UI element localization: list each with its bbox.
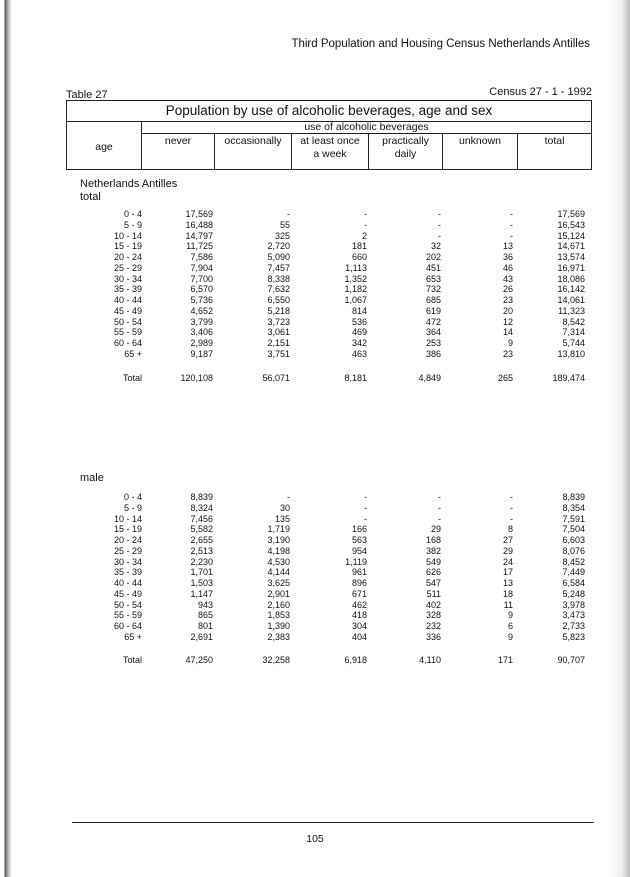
cell-occasionally: 1,390 [267, 621, 290, 631]
cell-age: 10 - 14 [113, 230, 142, 241]
cell-never: 7,586 [190, 252, 213, 262]
cell-daily: 202 [425, 252, 441, 262]
cell-total: 8,452 [562, 556, 585, 567]
cell-total: 5,248 [562, 588, 585, 599]
cell-occasionally: 3,751 [267, 348, 290, 359]
cell-age: 45 - 49 [113, 588, 142, 599]
cell-daily: 32 [430, 241, 441, 252]
cell-weekly: 563 [351, 535, 367, 545]
cell-weekly: - [364, 219, 367, 230]
cell-never: 2,655 [190, 535, 213, 545]
cell-daily: 364 [425, 327, 441, 338]
cell-occasionally: 3,625 [267, 578, 290, 588]
census-date: Census 27 - 1 - 1992 [489, 86, 592, 98]
cell-age: 35 - 39 [113, 567, 142, 578]
cell-age: 35 - 39 [113, 284, 142, 295]
cell-never: 4,652 [190, 305, 213, 316]
cell-unknown: 9 [507, 610, 513, 621]
cell-unknown: 27 [502, 535, 513, 545]
cell-total: 5,744 [562, 338, 585, 348]
region-label: Netherlands Antilles [80, 178, 178, 190]
cell-never: 1,701 [190, 567, 213, 578]
cell-total: 6,603 [562, 535, 585, 545]
cell-daily: 732 [425, 284, 441, 295]
cell-occasionally: 56,071 [262, 373, 290, 383]
column-header-weekly: at least once a week [291, 133, 368, 169]
cell-never: 943 [197, 599, 213, 610]
cell-never: 865 [197, 610, 213, 621]
cell-occasionally: 2,901 [267, 588, 290, 599]
cell-total: 17,569 [557, 209, 585, 219]
cell-unknown: 6 [507, 621, 513, 631]
cell-daily: 653 [425, 273, 441, 284]
cell-daily: 402 [425, 599, 441, 610]
cell-unknown: 24 [502, 556, 513, 567]
cell-age: 55 - 59 [113, 327, 142, 338]
cell-unknown: - [510, 219, 513, 230]
cell-weekly: 181 [351, 241, 367, 252]
cell-unknown: 43 [502, 273, 513, 284]
cell-never: 2,230 [190, 556, 213, 567]
cell-unknown: 36 [502, 252, 513, 262]
cell-occasionally: 2,160 [267, 599, 290, 610]
cell-weekly: 954 [351, 545, 367, 556]
cell-total: 6,584 [562, 578, 585, 588]
cell-age: 20 - 24 [113, 252, 142, 262]
cell-daily: 232 [425, 621, 441, 631]
cell-age: 15 - 19 [113, 241, 142, 252]
cell-never: 17,569 [185, 209, 213, 219]
cell-occasionally: 2,383 [267, 631, 290, 642]
cell-weekly: 814 [351, 305, 367, 316]
scan-edge-left [0, 0, 12, 877]
cell-total: 13,810 [557, 348, 585, 359]
cell-total: 8,542 [562, 316, 585, 327]
cell-weekly: 1,182 [344, 284, 367, 295]
cell-never: 8,839 [190, 492, 213, 502]
cell-daily: 386 [425, 348, 441, 359]
cell-unknown: - [510, 513, 513, 524]
cell-age: 65 + [124, 348, 142, 359]
cell-age: 60 - 64 [113, 338, 142, 348]
cell-daily: 619 [425, 305, 441, 316]
cell-daily: - [438, 492, 441, 502]
cell-age: 30 - 34 [113, 556, 142, 567]
cell-weekly: 404 [351, 631, 367, 642]
table-header [66, 100, 592, 170]
cell-never: 11,725 [186, 241, 213, 252]
cell-total: 3,473 [562, 610, 585, 621]
cell-age: 25 - 29 [113, 262, 142, 273]
cell-unknown: 20 [502, 305, 513, 316]
cell-weekly: 469 [351, 327, 367, 338]
cell-age: 45 - 49 [113, 305, 142, 316]
cell-unknown: 18 [502, 588, 513, 599]
cell-occasionally: 1,853 [267, 610, 290, 621]
cell-occasionally: 4,144 [267, 567, 290, 578]
cell-occasionally: 3,061 [267, 327, 290, 338]
cell-daily: 451 [425, 262, 441, 273]
cell-weekly: 304 [351, 621, 367, 631]
cell-daily: - [438, 513, 441, 524]
cell-never: 3,406 [190, 327, 213, 338]
cell-weekly: 462 [351, 599, 367, 610]
cell-unknown: 265 [497, 373, 513, 383]
cell-unknown: - [510, 230, 513, 241]
cell-never: 3,799 [190, 316, 213, 327]
cell-occasionally: 6,550 [267, 295, 290, 305]
cell-occasionally: 325 [274, 230, 290, 241]
cell-total: 8,354 [562, 502, 585, 513]
cell-total: 5,823 [562, 631, 585, 642]
table-number: Table 27 [66, 89, 108, 101]
cell-total: 16,971 [557, 262, 585, 273]
cell-daily: 4,849 [418, 373, 441, 383]
cell-daily: 511 [426, 588, 441, 599]
cell-never: 5,736 [190, 295, 213, 305]
column-header-age: age [95, 141, 113, 153]
cell-never: 5,582 [190, 524, 213, 535]
cell-never: 7,700 [190, 273, 213, 284]
column-header-occasionally: occasionally [214, 133, 291, 169]
cell-age: 5 - 9 [123, 502, 142, 513]
cell-unknown: - [510, 209, 513, 219]
cell-weekly: 1,352 [344, 273, 367, 284]
cell-never: 16,488 [185, 219, 213, 230]
cell-unknown: 171 [497, 655, 513, 665]
cell-age: 25 - 29 [113, 545, 142, 556]
cell-unknown: 46 [502, 262, 513, 273]
cell-occasionally: 4,530 [267, 556, 290, 567]
cell-total: 189,474 [552, 373, 585, 383]
cell-weekly: - [364, 209, 367, 219]
cell-unknown: - [510, 502, 513, 513]
cell-never: 1,147 [190, 588, 213, 599]
cell-occasionally: 3,723 [267, 316, 290, 327]
cell-daily: 547 [425, 578, 441, 588]
cell-never: 2,513 [190, 545, 213, 556]
cell-daily: 253 [425, 338, 441, 348]
cell-daily: 168 [425, 535, 441, 545]
cell-total: 8,839 [562, 492, 585, 502]
cell-total: 16,142 [557, 284, 585, 295]
cell-occasionally: 30 [279, 502, 290, 513]
page-number: 105 [306, 833, 324, 845]
cell-weekly: 660 [351, 252, 367, 262]
cell-total: 7,504 [562, 524, 585, 535]
cell-occasionally: 5,090 [267, 252, 290, 262]
cell-age: Total [122, 655, 142, 665]
cell-daily: 382 [425, 545, 441, 556]
cell-occasionally: 3,190 [267, 535, 290, 545]
cell-daily: - [438, 230, 441, 241]
cell-age: 0 - 4 [123, 209, 142, 219]
footer-rule [72, 822, 594, 823]
running-head: Third Population and Housing Census Netherlands Antilles [291, 38, 590, 50]
cell-occasionally: 5,218 [267, 305, 290, 316]
cell-age: 50 - 54 [113, 599, 142, 610]
cell-weekly: 6,918 [344, 655, 367, 665]
cell-never: 7,904 [190, 262, 213, 273]
cell-occasionally: 2,151 [267, 338, 290, 348]
cell-age: 30 - 34 [113, 273, 142, 284]
cell-never: 1,503 [190, 578, 213, 588]
cell-total: 14,061 [557, 295, 585, 305]
cell-occasionally: 55 [279, 219, 290, 230]
column-header-daily: practically daily [368, 133, 442, 169]
cell-unknown: 9 [507, 338, 513, 348]
cell-daily: - [438, 502, 441, 513]
cell-occasionally: 4,198 [267, 545, 290, 556]
cell-unknown: 11 [503, 599, 513, 610]
cell-age: 10 - 14 [113, 513, 142, 524]
cell-never: 8,324 [190, 502, 213, 513]
cell-unknown: 13 [502, 241, 513, 252]
cell-age: 15 - 19 [113, 524, 142, 535]
cell-age: 5 - 9 [123, 219, 142, 230]
cell-age: 60 - 64 [113, 621, 142, 631]
cell-unknown: 12 [502, 316, 513, 327]
cell-weekly: 961 [351, 567, 367, 578]
cell-never: 2,691 [190, 631, 213, 642]
cell-total: 7,591 [562, 513, 585, 524]
cell-weekly: 536 [351, 316, 367, 327]
cell-occasionally: 7,632 [267, 284, 290, 295]
scan-edge-right [610, 0, 630, 877]
cell-occasionally: 7,457 [267, 262, 290, 273]
cell-unknown: 23 [502, 348, 513, 359]
section-label-male: male [80, 472, 104, 484]
cell-unknown: 9 [507, 631, 513, 642]
cell-daily: 626 [425, 567, 441, 578]
cell-unknown: 13 [502, 578, 513, 588]
cell-weekly: 896 [351, 578, 367, 588]
cell-occasionally: 135 [274, 513, 290, 524]
cell-total: 2,733 [562, 621, 585, 631]
cell-daily: 685 [425, 295, 441, 305]
cell-total: 7,314 [562, 327, 585, 338]
cell-unknown: 14 [502, 327, 513, 338]
cell-never: 47,250 [185, 655, 213, 665]
cell-occasionally: 1,719 [267, 524, 290, 535]
cell-total: 14,671 [557, 241, 585, 252]
column-header-total: total [517, 133, 591, 169]
cell-age: 50 - 54 [113, 316, 142, 327]
cell-unknown: 17 [502, 567, 513, 578]
cell-weekly: 463 [351, 348, 367, 359]
cell-never: 9,187 [190, 348, 213, 359]
cell-weekly: - [364, 513, 367, 524]
cell-weekly: - [364, 492, 367, 502]
cell-total: 8,076 [562, 545, 585, 556]
cell-never: 6,570 [190, 284, 213, 295]
section-label-total: total [80, 191, 101, 203]
cell-weekly: 2 [361, 230, 367, 241]
cell-age: 40 - 44 [113, 578, 142, 588]
cell-unknown: - [510, 492, 513, 502]
cell-never: 2,989 [190, 338, 213, 348]
cell-age: 40 - 44 [113, 295, 142, 305]
cell-daily: 328 [425, 610, 441, 621]
cell-daily: 336 [425, 631, 441, 642]
cell-weekly: 342 [351, 338, 367, 348]
column-group-header: use of alcoholic beverages [141, 121, 591, 134]
table-title: Population by use of alcoholic beverages, age and sex [67, 101, 591, 122]
cell-total: 3,978 [562, 599, 585, 610]
cell-total: 18,086 [557, 273, 585, 284]
cell-occasionally: 32,258 [262, 655, 290, 665]
cell-weekly: 418 [351, 610, 367, 621]
cell-age: Total [122, 373, 142, 383]
cell-never: 801 [197, 621, 213, 631]
cell-weekly: - [364, 502, 367, 513]
cell-age: 0 - 4 [123, 492, 142, 502]
column-header-unknown: unknown [442, 133, 517, 169]
cell-age: 55 - 59 [113, 610, 142, 621]
cell-daily: 29 [430, 524, 441, 535]
cell-unknown: 8 [507, 524, 513, 535]
cell-weekly: 671 [351, 588, 367, 599]
cell-weekly: 1,067 [344, 295, 367, 305]
cell-occasionally: 8,338 [267, 273, 290, 284]
cell-total: 15,124 [557, 230, 585, 241]
cell-daily: - [438, 209, 441, 219]
cell-weekly: 166 [351, 524, 367, 535]
cell-occasionally: - [287, 209, 290, 219]
cell-never: 7,456 [190, 513, 213, 524]
cell-weekly: 8,181 [344, 373, 367, 383]
cell-never: 120,108 [180, 373, 213, 383]
cell-daily: 549 [425, 556, 441, 567]
cell-age: 20 - 24 [113, 535, 142, 545]
cell-unknown: 29 [502, 545, 513, 556]
cell-daily: - [438, 219, 441, 230]
cell-occasionally: 2,720 [267, 241, 290, 252]
cell-never: 14,797 [185, 230, 213, 241]
cell-weekly: 1,119 [345, 556, 367, 567]
cell-daily: 4,110 [419, 655, 441, 665]
cell-total: 16,543 [557, 219, 585, 230]
cell-total: 11,323 [558, 305, 585, 316]
cell-total: 7,449 [562, 567, 585, 578]
cell-age: 65 + [124, 631, 142, 642]
cell-daily: 472 [425, 316, 441, 327]
cell-total: 13,574 [557, 252, 585, 262]
cell-total: 90,707 [557, 655, 585, 665]
cell-unknown: 23 [502, 295, 513, 305]
cell-weekly: 1,113 [345, 262, 367, 273]
cell-unknown: 26 [502, 284, 513, 295]
cell-occasionally: - [287, 492, 290, 502]
column-header-never: never [141, 133, 214, 169]
